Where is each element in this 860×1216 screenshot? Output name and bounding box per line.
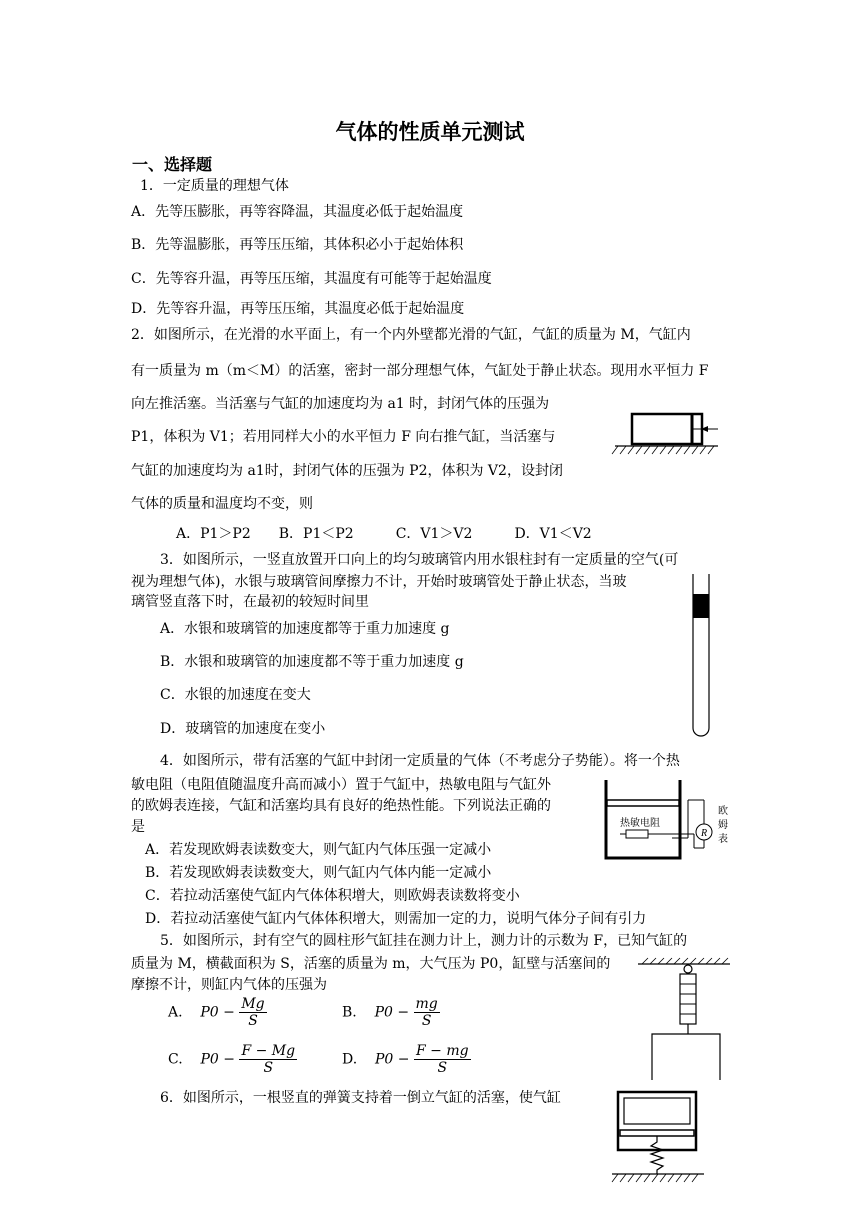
q5-b-p0: P0 bbox=[374, 1004, 393, 1021]
q1-option-d: D．先等容升温，再等压压缩，其温度必低于起始温度 bbox=[131, 301, 465, 317]
q5-c-label: C. bbox=[168, 1051, 183, 1068]
q5-d-label: D. bbox=[342, 1051, 358, 1068]
q4-fig-meter-label-3: 表 bbox=[718, 834, 728, 845]
q3-line1: 3．如图所示，一竖直放置开口向上的均匀玻璃管内用水银柱封有一定质量的空气(可 bbox=[160, 552, 679, 568]
q2-line3: 向左推活塞。当活塞与气缸的加速度均为 a1 时，封闭气体的压强为 bbox=[131, 396, 550, 412]
q5-d-denominator: S bbox=[437, 1060, 448, 1076]
q4-option-b: B．若发现欧姆表读数变大，则气缸内气体内能一定减小 bbox=[145, 865, 492, 881]
q2-options: A．P1＞P2 B．P1＜P2 C．V1＞V2 D．V1＜V2 bbox=[176, 526, 592, 542]
q4-option-d: D．若拉动活塞使气缸内气体体积增大，则需加一定的力，说明气体分子间有引力 bbox=[145, 911, 647, 927]
q5-c-numerator: F − Mg bbox=[241, 1043, 296, 1059]
q3-line3: 璃管竖直落下时，在最初的较短时间里 bbox=[131, 594, 369, 610]
q5-a-numerator: Mg bbox=[241, 996, 265, 1012]
q3-option-a: A．水银和玻璃管的加速度都等于重力加速度 g bbox=[160, 621, 450, 637]
q5-d-numerator: F − mg bbox=[415, 1043, 469, 1059]
q1-option-a: A．先等压膨胀，再等容降温，其温度必低于起始温度 bbox=[131, 204, 464, 220]
q4-line1: 4．如图所示，带有活塞的气缸中封闭一定质量的气体（不考虑分子势能）。将一个热 bbox=[160, 753, 680, 769]
q5-line3: 摩擦不计，则缸内气体的压强为 bbox=[131, 977, 327, 993]
q4-option-a: A．若发现欧姆表读数变大，则气缸内气体压强一定减小 bbox=[145, 842, 492, 858]
q3-line2: 视为理想气体)，水银与玻璃管间摩擦力不计，开始时玻璃管处于静止状态，当玻 bbox=[131, 574, 627, 590]
q4-fig-meter-label-1: 欧 bbox=[718, 806, 728, 817]
q5-d-minus: − bbox=[397, 1051, 410, 1068]
q5-b-numerator: mg bbox=[415, 996, 438, 1012]
q5-b-label: B. bbox=[342, 1004, 357, 1021]
q5-option-a bbox=[168, 996, 267, 1029]
q4-fig-r-label: R bbox=[701, 828, 708, 839]
q5-b-minus: − bbox=[397, 1004, 410, 1021]
q2-line4: P1，体积为 V1；若用同样大小的水平恒力 F 向右推气缸，当活塞与 bbox=[131, 429, 556, 445]
q2-line1: 2．如图所示，在光滑的水平面上，有一个内外壁都光滑的气缸，气缸的质量为 M，气缸内 bbox=[131, 327, 691, 343]
q5-a-label: A. bbox=[168, 1004, 183, 1021]
q4-line4: 是 bbox=[131, 819, 145, 835]
q4-line2: 敏电阻（电阻值随温度升高而减小）置于气缸中，热敏电阻与气缸外 bbox=[131, 777, 551, 793]
q4-fig-resistor-label: 热敏电阻 bbox=[620, 818, 660, 829]
page-title: 气体的性质单元测试 bbox=[335, 120, 525, 144]
q2-line6: 气体的质量和温度均不变，则 bbox=[131, 496, 313, 512]
q3-glass-tube-figure bbox=[688, 572, 718, 742]
q1-option-c: C．先等容升温，再等压压缩，其温度有可能等于起始温度 bbox=[131, 271, 492, 287]
q5-line1: 5．如图所示，封有空气的圆柱形气缸挂在测力计上，测力计的示数为 F，已知气缸的 bbox=[160, 933, 688, 949]
q5-c-denominator: S bbox=[263, 1060, 274, 1076]
q5-hanging-cylinder-figure bbox=[632, 956, 732, 1086]
q4-option-c: C．若拉动活塞使气缸内气体体积增大，则欧姆表读数将变小 bbox=[145, 888, 520, 904]
q5-c-p0: P0 bbox=[200, 1051, 219, 1068]
q5-option-d bbox=[342, 1043, 471, 1076]
q5-a-denominator: S bbox=[248, 1013, 258, 1029]
section-heading: 一、选择题 bbox=[132, 155, 213, 174]
q6-spring-cylinder-figure bbox=[608, 1086, 708, 1186]
q4-line3: 的欧姆表连接，气缸和活塞均具有良好的绝热性能。下列说法正确的 bbox=[131, 798, 551, 814]
q5-c-minus: − bbox=[223, 1051, 235, 1068]
q5-d-p0: P0 bbox=[375, 1051, 394, 1068]
q6-line1: 6．如图所示，一根竖直的弹簧支持着一倒立气缸的活塞，使气缸 bbox=[160, 1090, 561, 1106]
q5-a-minus: − bbox=[223, 1004, 235, 1021]
q3-option-d: D．玻璃管的加速度在变小 bbox=[160, 721, 326, 737]
q3-option-c: C．水银的加速度在变大 bbox=[160, 687, 311, 703]
q5-line2: 质量为 M，横截面积为 S，活塞的质量为 m，大气压为 P0，缸壁与活塞间的 bbox=[131, 956, 611, 972]
q4-thermistor-figure bbox=[598, 778, 738, 868]
q5-option-b bbox=[342, 996, 440, 1029]
q3-option-b: B．水银和玻璃管的加速度都不等于重力加速度 g bbox=[160, 654, 464, 670]
q2-line2: 有一质量为 m（m＜M）的活塞，密封一部分理想气体，气缸处于静止状态。现用水平恒力 F bbox=[131, 363, 709, 379]
q2-line5: 气缸的加速度均为 a1时，封闭气体的压强为 P2，体积为 V2，设封闭 bbox=[131, 463, 563, 479]
q1-stem: 1．一定质量的理想气体 bbox=[140, 178, 289, 194]
q5-b-denominator: S bbox=[421, 1013, 432, 1029]
q2-cylinder-figure bbox=[600, 404, 730, 464]
q1-option-b: B．先等温膨胀，再等压压缩，其体积必小于起始体积 bbox=[131, 237, 464, 253]
q5-option-c bbox=[168, 1043, 297, 1076]
q4-fig-meter-label-2: 姆 bbox=[718, 820, 728, 831]
q5-a-p0: P0 bbox=[200, 1004, 219, 1021]
